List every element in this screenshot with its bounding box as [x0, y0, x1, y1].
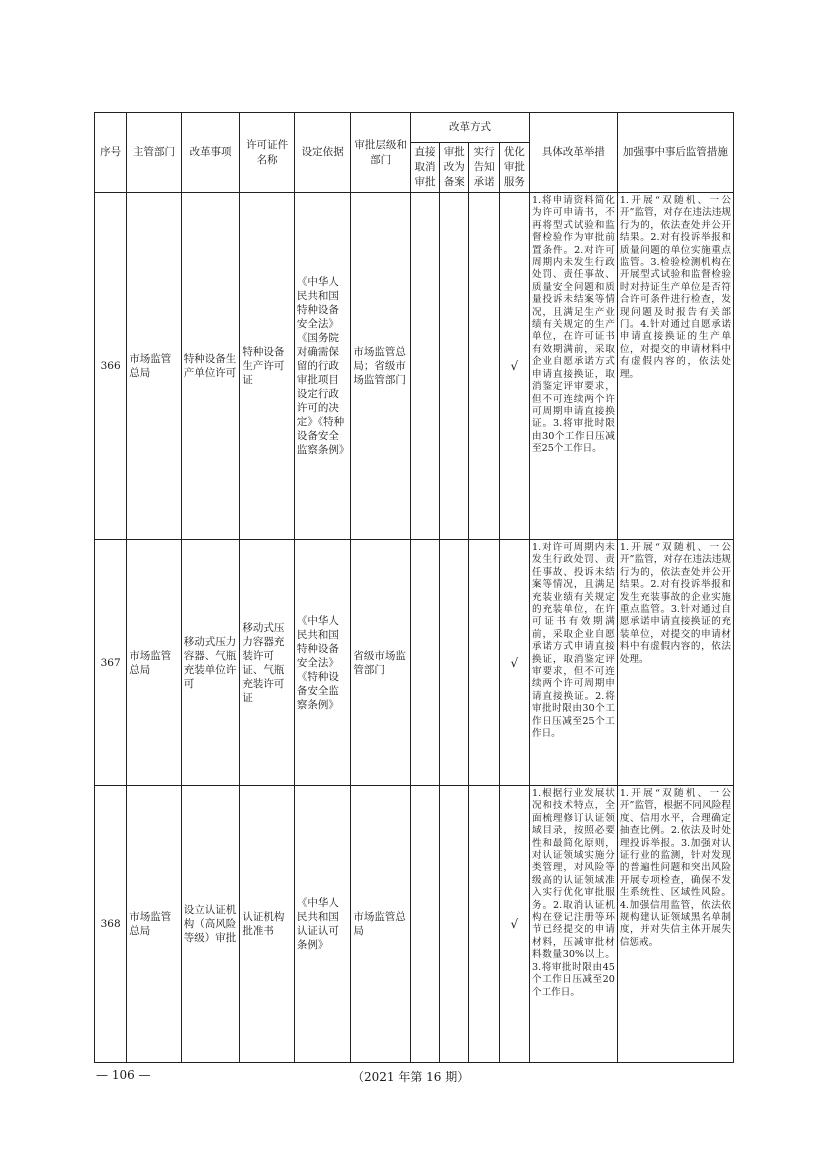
col-header-mode-optimize: 优化审批服务 — [499, 143, 529, 193]
mode-cancel-cell — [410, 193, 439, 540]
col-header-supervision: 加强事中事后监管措施 — [617, 113, 733, 193]
col-header-level: 审批层级和部门 — [351, 113, 411, 193]
row-supervision: 1.开展“双随机、一公开”监管，对存在违法违规行为的，依法查处并公开结果。2.对有投诉举报和质量问题的单位实施重点监管。3.检验检测机构在开展型式试验和监督检验时对持证生产单位是否符合许可条件进行检查，发现问题及时报告有关部门。4.针对通过自愿承诺申请直接换证的生产单位，对提交的申请材料中有虚假内容的，依法处理。 — [617, 193, 733, 540]
issue-label: （2021 年第 16 期） — [352, 1070, 470, 1084]
reform-table — [94, 112, 734, 1063]
table-row — [95, 786, 734, 1063]
mode-record-cell — [440, 540, 469, 786]
col-header-seq: 序号 — [95, 113, 127, 193]
row-supervision: 1.开展“双随机、一公开”监管，对存在违法违规行为的，依法查处并公开结果。2.对有投诉举报和发生充装事故的企业实施重点监管。3.针对通过自愿承诺申请直接换证的充装单位，对提交的申请材料中有虚假内容的，依法处理。 — [617, 540, 733, 786]
page-number: — 106 — — [96, 1068, 151, 1082]
mode-optimize-check: √ — [499, 193, 529, 540]
col-header-license: 许可证件名称 — [240, 113, 295, 193]
row-license: 移动式压力容器充装许可证、气瓶充装许可证 — [240, 540, 295, 786]
row-dept: 市场监管总局 — [127, 193, 182, 540]
row-seq: 366 — [95, 193, 127, 540]
row-level: 市场监管总局 — [351, 786, 411, 1063]
mode-record-cell — [440, 786, 469, 1063]
col-header-dept: 主管部门 — [127, 113, 182, 193]
col-header-mode-cancel: 直接取消审批 — [410, 143, 439, 193]
row-dept: 市场监管总局 — [127, 786, 182, 1063]
col-header-measures: 具体改革举措 — [530, 113, 618, 193]
col-header-mode-record: 审批改为备案 — [440, 143, 469, 193]
row-license: 特种设备生产许可证 — [240, 193, 295, 540]
col-header-reform-mode: 改革方式 — [410, 113, 529, 143]
row-item: 特种设备生产单位许可 — [181, 193, 240, 540]
row-item: 移动式压力容器、气瓶充装单位许可 — [181, 540, 240, 786]
row-item: 设立认证机构（高风险等级）审批 — [181, 786, 240, 1063]
header-row-top — [95, 113, 734, 143]
row-measures: 1.将申请资料简化为许可申请书，不再将型式试验和监督检验作为审批前置条件。2.对许可周期内未发生行政处罚、责任事故、质量安全问题和质量投诉未结案等情况，且满足生产业绩有关规定的生产单位，在许可证书有效期满前，采取企业自愿承诺方式申请直接换证，取消鉴定评审要求，但不可连续两个许可周期申请直接换证。3.将审批时限由30个工作日压减至25个工作日。 — [530, 193, 618, 540]
row-license: 认证机构批准书 — [240, 786, 295, 1063]
table-row — [95, 193, 734, 540]
col-header-basis: 设定依据 — [294, 113, 351, 193]
mode-cancel-cell — [410, 540, 439, 786]
row-basis: 《中华人民共和国特种设备安全法》《国务院对确需保留的行政审批项目设定行政许可的决定》《特种设备安全监察条例》 — [294, 193, 351, 540]
row-basis: 《中华人民共和国特种设备安全法》《特种设备安全监察条例》 — [294, 540, 351, 786]
mode-record-cell — [440, 193, 469, 540]
row-dept: 市场监管总局 — [127, 540, 182, 786]
col-header-mode-notify: 实行告知承诺 — [469, 143, 499, 193]
mode-optimize-check: √ — [499, 786, 529, 1063]
mode-optimize-check: √ — [499, 540, 529, 786]
mode-notify-cell — [469, 193, 499, 540]
row-measures: 1.根据行业发展状况和技术特点，全面梳理修订认证领域目录，按照必要性和最简化原则，对认证领域实施分类管理，对风险等级高的认证领域准入实行优化审批服务。2.取消认证机构在登记注册等环节已经提交的申请材料，压减审批材料数量30%以上。3.将审批时限由45个工作日压减至20个工作日。 — [530, 786, 618, 1063]
row-measures: 1.对许可周期内未发生行政处罚、责任事故、投诉未结案等情况，且满足充装业绩有关规定的充装单位，在许可证书有效期满前，采取企业自愿承诺方式申请直接换证，取消鉴定评审要求，但不可连续两个许可周期申请直接换证。2.将审批时限由30个工作日压减至25个工作日。 — [530, 540, 618, 786]
mode-cancel-cell — [410, 786, 439, 1063]
row-level: 省级市场监管部门 — [351, 540, 411, 786]
row-seq: 367 — [95, 540, 127, 786]
col-header-item: 改革事项 — [181, 113, 240, 193]
row-seq: 368 — [95, 786, 127, 1063]
row-level: 市场监管总局；省级市场监管部门 — [351, 193, 411, 540]
table-row — [95, 540, 734, 786]
row-basis: 《中华人民共和国认证认可条例》 — [294, 786, 351, 1063]
mode-notify-cell — [469, 786, 499, 1063]
mode-notify-cell — [469, 540, 499, 786]
row-supervision: 1.开展“双随机、一公开”监管，根据不同风险程度、信用水平，合理确定抽查比例。2.依法及时处理投诉举报。3.加强对认证行业的监测，针对发现的普遍性问题和突出风险开展专项检查，确保不发生系统性、区域性风险。4.加强信用监管，依法依规构建认证领域黑名单制度，并对失信主体开展失信惩戒。 — [617, 786, 733, 1063]
